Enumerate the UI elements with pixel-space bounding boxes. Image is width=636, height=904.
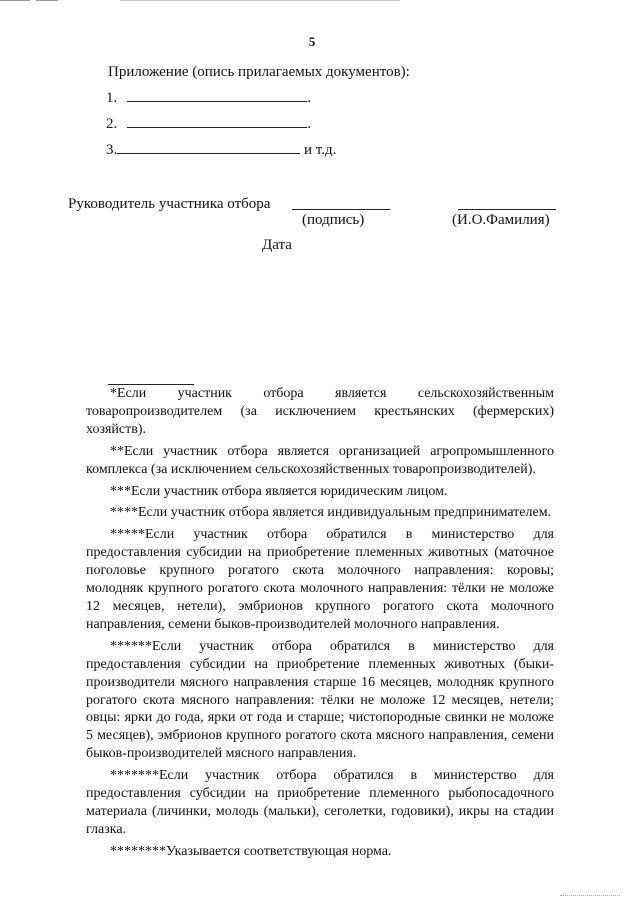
scan-artifact-line [0, 0, 30, 1]
appendix-title: Приложение (опись прилагаемых документов): [108, 64, 410, 80]
appendix-item-suffix: . [307, 116, 311, 132]
appendix-item [106, 115, 311, 133]
appendix-item-number: 3. [106, 142, 118, 158]
scan-artifact-line [36, 0, 58, 1]
scan-artifact-mark [560, 895, 620, 898]
appendix-item [106, 89, 311, 107]
footnote: *******Если участник отбора обратился в министерство для предоставления субсидии на приобретение племенного рыбопосадочного материала (личинки, молодь (мальки), сеголетки, годовики), икры на стадии глазка. [86, 768, 554, 837]
appendix-item-number: 2. [106, 116, 118, 132]
footnote: **Если участник отбора является организацией агропромышленного комплекса (за исключением сельскохозяйственных товаропроизводителей). [86, 443, 554, 477]
scan-artifact-line [120, 0, 400, 1]
footnotes [86, 385, 554, 865]
signature-line [292, 209, 390, 210]
page-number: 5 [308, 34, 316, 49]
footnote: *Если участник отбора является сельскохозяйственным товаропроизводителем (за исключением крестьянских (фермерских) хозяйств). [86, 386, 554, 437]
appendix-item-blank [127, 89, 307, 102]
appendix-item-blank [127, 115, 307, 128]
date-label: Дата [262, 237, 292, 253]
name-caption: (И.О.Фамилия) [452, 212, 550, 228]
appendix-item-blank [117, 141, 300, 154]
appendix-item-suffix: . [307, 90, 311, 106]
appendix-item [106, 141, 336, 159]
footnote: *****Если участник отбора обратился в министерство для предоставления субсидии на приобретение племенных животных (маточное поголовье крупного рогатого скота молочного направления: коровы; молодняк крупного рогатого скота молочного направления: тёлки не моложе 12 месяцев, нетели), эмбрионов крупного рогатого скота молочного направления, семени быков-производителей молочного направления. [86, 527, 554, 632]
footnote: ****Если участник отбора является индивидуальным предпринимателем. [110, 505, 552, 521]
appendix-item-number: 1. [106, 90, 118, 106]
footnote: ******Если участник отбора обратился в министерство для предоставления субсидии на приобретение племенных животных (быки-производители мясного направления старше 16 месяцев, молодняк крупного рогатого скота мясного направления: тёлки не моложе 12 месяцев, нетели; овцы: ярки до года, ярки от года и старше; чистопородные свинки не моложе 5 месяцев), эмбрионов крупного рогатого скота мясного направления, семени быков-производителей мясного направления. [86, 638, 554, 762]
name-line [458, 209, 556, 210]
appendix-item-suffix: и т.д. [300, 142, 337, 158]
signer-role: Руководитель участника отбора [68, 196, 271, 212]
footnote: ***Если участник отбора является юридическим лицом. [110, 483, 448, 499]
footnote: ********Указывается соответствующая норма. [110, 843, 392, 859]
signature-caption: (подпись) [302, 212, 365, 228]
